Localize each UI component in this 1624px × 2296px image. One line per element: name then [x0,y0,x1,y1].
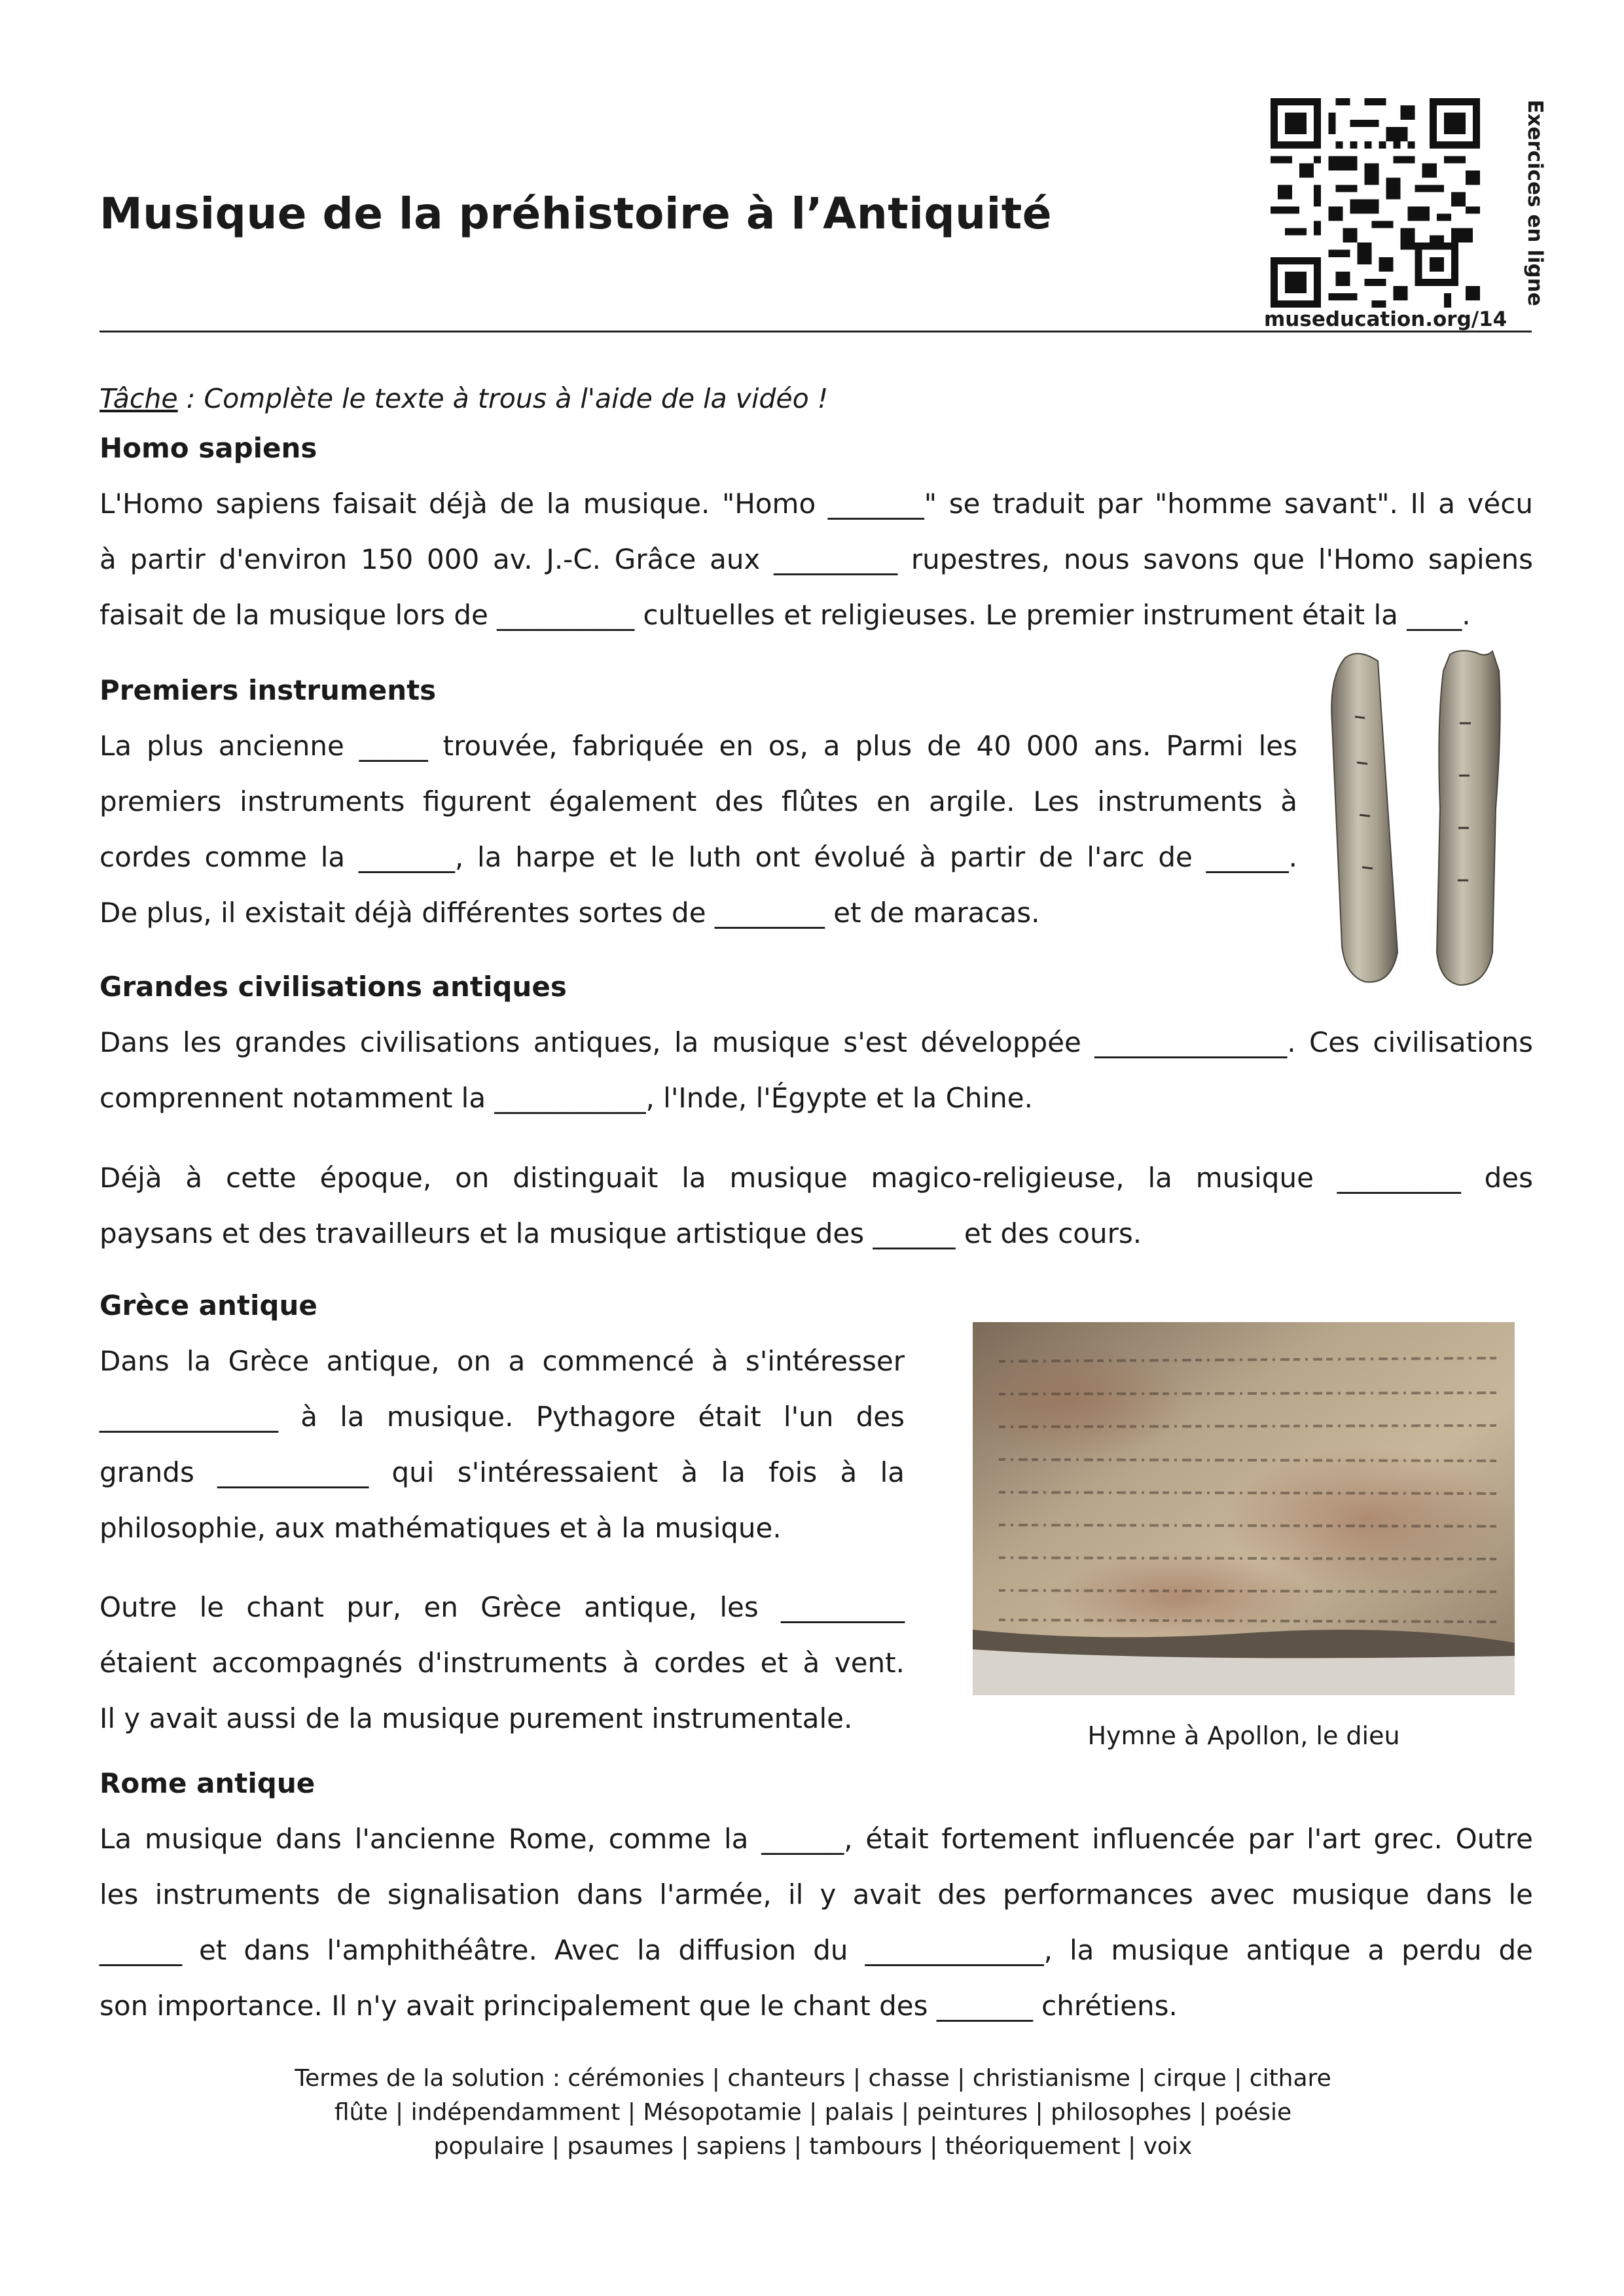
paragraph-rome-antique [99,1811,1533,2034]
qr-code[interactable] [1271,98,1480,308]
paragraph-grandes-civilisations-2 [99,1150,1533,1261]
text-line: La plus ancienne _____ trouvée, fabriquée en os, a plus de 40 000 ans. Parmi les [99,730,1297,762]
text-line: Dans la Grèce antique, on a commencé à s'intéresser [99,1345,905,1377]
bone-flutes-photo [1319,645,1522,995]
text-line: Dans les grandes civilisations antiques, la musique s'est développée ______________. Ces civilisations [99,1026,1533,1058]
text-line: à partir d'environ 150 000 av. J.-C. Grâce aux _________ rupestres, nous savons que l'Homo sapiens [99,543,1533,575]
hymn-photo-caption: Hymne à Apollon, le dieu [1087,1721,1400,1750]
solution-terms-line: populaire | psaumes | sapiens | tambours | théoriquement | voix [433,2133,1193,2160]
text-line: cordes comme la _______, la harpe et le luth ont évolué à partir de l'arc de ______. [99,841,1297,873]
text-line: grands ___________ qui s'intéressaient à la fois à la [99,1456,905,1488]
heading-grandes-civilisations: Grandes civilisations antiques [99,971,567,1003]
solution-label: Termes de la solution : [295,2065,568,2092]
text-line: _____________ à la musique. Pythagore était l'un des [99,1401,905,1433]
task-instruction [99,383,828,414]
text-line: paysans et des travailleurs et la musique artistique des ______ et des cours. [99,1217,1142,1249]
text-line: les instruments de signalisation dans l'armée, il y avait des performances avec musique dans le [99,1878,1533,1910]
paragraph-grandes-civilisations-1 [99,1014,1533,1126]
text-line: faisait de la musique lors de __________ cultuelles et religieuses. Le premier instrument était la ____. [99,599,1471,631]
solution-terms-line: flûte | indépendamment | Mésopotamie | palais | peintures | philosophes | poésie [334,2099,1292,2126]
qr-side-label: Exercices en ligne [1523,99,1547,306]
task-text: : Complète le texte à trous à l'aide de la vidéo ! [177,383,829,414]
heading-rome-antique: Rome antique [99,1767,316,1799]
text-line: son importance. Il n'y avait principalement que le chant des _______ chrétiens. [99,1990,1178,2022]
text-line: premiers instruments figurent également des flûtes en argile. Les instruments à [99,785,1297,817]
text-line: philosophie, aux mathématiques et à la musique. [99,1512,782,1544]
text-line: ______ et dans l'amphithéâtre. Avec la diffusion du _____________, la musique antique a perdu de [99,1934,1533,1966]
title-divider [99,331,1532,332]
paragraph-homo-sapiens [99,476,1533,643]
text-line: La musique dans l'ancienne Rome, comme la ______, était fortement influencée par l'art grec. Outre [99,1823,1533,1855]
solution-line [230,2062,1396,2096]
text-line: De plus, il existait déjà différentes sortes de ________ et de maracas. [99,897,1040,929]
solution-terms [230,2062,1396,2164]
solution-terms-line: cérémonies | chanteurs | chasse | christianisme | cirque | cithare [568,2065,1331,2092]
paragraph-grece-1 [99,1333,905,1556]
paragraph-grece-2 [99,1579,905,1746]
heading-homo-sapiens: Homo sapiens [99,432,317,464]
text-line: Il y avait aussi de la musique purement instrumentale. [99,1702,853,1734]
text-line: Outre le chant pur, en Grèce antique, les _________ [99,1591,905,1623]
paragraph-premiers-instruments [99,718,1297,941]
hymn-to-apollo-stone-photo [973,1322,1515,1695]
text-line: comprennent notamment la ___________, l'Inde, l'Égypte et la Chine. [99,1082,1033,1114]
page-title: Musique de la préhistoire à l’Antiquité [99,188,1053,239]
text-line: étaient accompagnés d'instruments à cordes et à vent. [99,1647,905,1679]
text-line: Déjà à cette époque, on distinguait la musique magico-religieuse, la musique _________ des [99,1162,1533,1194]
qr-url[interactable]: museducation.org/14 [1264,308,1507,331]
heading-grece-antique: Grèce antique [99,1289,317,1321]
heading-premiers-instruments: Premiers instruments [99,674,437,706]
task-label: Tâche [99,383,178,414]
text-line: L'Homo sapiens faisait déjà de la musique. "Homo _______" se traduit par "homme savant". Il a vécu [99,488,1533,520]
